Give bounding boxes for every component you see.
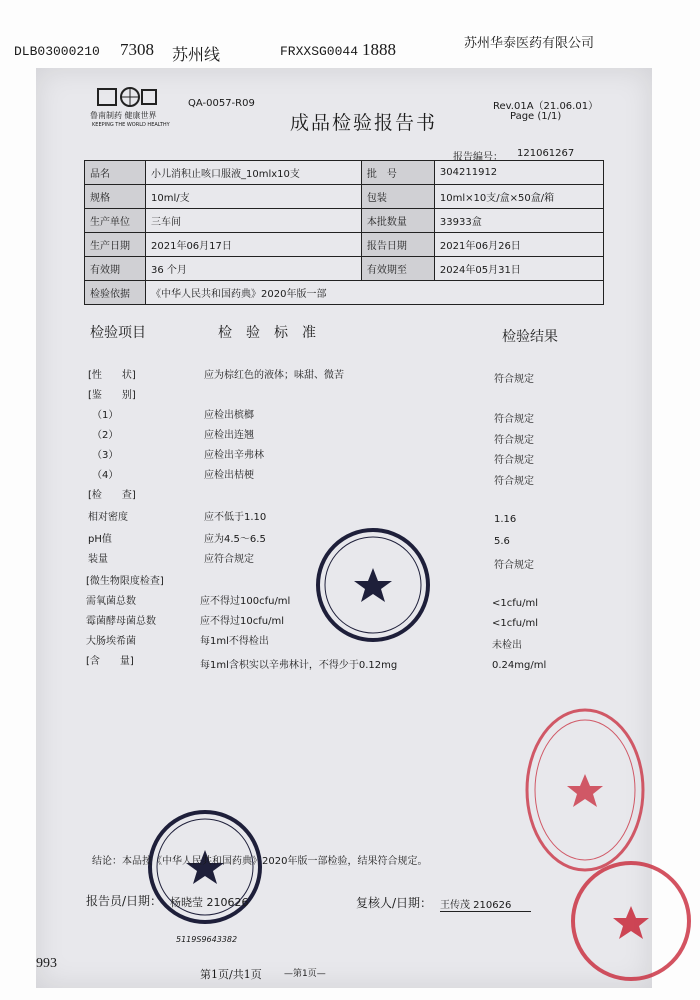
test-standard: 应不得过100cfu/ml	[200, 596, 291, 607]
test-item: （1）	[92, 410, 119, 421]
unit-label: 生产单位	[85, 209, 146, 233]
test-result: 符合规定	[494, 414, 534, 425]
tests-header-standard: 检 验 标 准	[218, 325, 316, 341]
wuxi-inspection-stamp	[520, 700, 650, 880]
report-no: 121061267	[517, 148, 575, 159]
page-indicator: Page (1/1)	[510, 111, 562, 122]
spec-label: 规格	[85, 185, 146, 209]
test-standard: 应检出连翘	[204, 430, 254, 441]
test-item: 需氧菌总数	[86, 596, 136, 607]
report-title: 成品检验报告书	[290, 112, 438, 134]
header-code-mid: FRXXSG0044	[280, 44, 359, 59]
header-route: 苏州线	[172, 45, 221, 64]
page-number: 第1页/共1页	[200, 968, 262, 981]
header-code-num: 7308	[120, 40, 154, 59]
tests-header-result: 检验结果	[502, 329, 558, 345]
test-standard: 应检出桔梗	[204, 470, 254, 481]
logo-text: 鲁南制药 健康世界	[90, 111, 157, 120]
test-result: 5.6	[494, 536, 510, 547]
test-item: 相对密度	[88, 512, 128, 523]
header-code-left: DLB03000210	[14, 44, 100, 59]
mfg-date-label: 生产日期	[85, 233, 146, 257]
test-standard: 应为4.5～6.5	[204, 534, 266, 545]
batch-label: 批 号	[361, 161, 434, 185]
expiry-value: 2024年05月31日	[434, 257, 603, 281]
test-result: <1cfu/ml	[492, 598, 538, 609]
batch-value: 304211912	[434, 161, 603, 185]
test-standard: 应不得过10cfu/ml	[200, 616, 284, 627]
huatai-quality-stamp	[566, 856, 696, 986]
pack-value: 10ml×10支/盒×50盒/箱	[434, 185, 603, 209]
spec-value: 10ml/支	[146, 185, 362, 209]
test-item: （2）	[92, 430, 119, 441]
test-result: 符合规定	[494, 476, 534, 487]
company-top: 苏州华泰医药有限公司	[464, 36, 595, 51]
reporter-value: 杨晓莹 210626	[170, 896, 249, 909]
product-label: 品名	[85, 161, 146, 185]
test-item: pH值	[88, 534, 112, 545]
test-item: [鉴 别]	[88, 390, 136, 401]
logo-icon	[96, 86, 160, 108]
validity-value: 36 个月	[146, 257, 362, 281]
unit-value: 三车间	[146, 209, 362, 233]
reviewer-value: 王传茂 210626	[440, 896, 531, 912]
test-item: [微生物限度检查]	[86, 576, 164, 587]
test-result: 符合规定	[494, 435, 534, 446]
form-number: QA-0057-R09	[188, 98, 255, 109]
handwritten-number: 993	[36, 956, 57, 971]
validity-label: 有效期	[85, 257, 146, 281]
page-number-sub: —第1页—	[284, 969, 326, 979]
logo-sub: KEEPING THE WORLD HEALTHY	[92, 122, 170, 128]
header-code-hand: 1888	[362, 40, 396, 59]
test-standard: 每1ml不得检出	[200, 636, 269, 647]
test-result: 0.24mg/ml	[492, 660, 547, 671]
revision: Rev.01A（21.06.01）	[493, 101, 599, 112]
test-result: <1cfu/ml	[492, 618, 538, 629]
pack-label: 包装	[361, 185, 434, 209]
basis-label: 检验依据	[85, 281, 146, 305]
test-item: [性 状]	[88, 370, 136, 381]
test-standard: 应检出槟榔	[204, 410, 254, 421]
test-result: 符合规定	[494, 374, 534, 385]
test-item: [含 量]	[86, 656, 134, 667]
test-item: [检 查]	[88, 490, 136, 501]
report-date-value: 2021年06月26日	[434, 233, 603, 257]
test-item: （4）	[92, 470, 119, 481]
test-standard: 应符合规定	[204, 554, 254, 565]
test-result: 符合规定	[494, 455, 534, 466]
conclusion: 结论：本品按《中华人民共和国药典》2020年版一部检验，结果符合规定。	[92, 856, 428, 867]
report-date-label: 报告日期	[361, 233, 434, 257]
test-standard: 应检出辛弗林	[204, 450, 264, 461]
test-item: 霉菌酵母菌总数	[86, 616, 156, 627]
report-no-label: 报告编号：	[453, 152, 503, 163]
test-result: 未检出	[492, 640, 522, 651]
product-info-table	[84, 160, 604, 305]
test-standard: 应为棕红色的液体；味甜、微苦	[204, 370, 344, 381]
reporter-label: 报告员/日期：	[86, 894, 163, 908]
test-result: 符合规定	[494, 560, 534, 571]
reviewer-label: 复核人/日期：	[356, 896, 433, 910]
test-standard: 应不低于1.10	[204, 512, 267, 523]
tests-header-item: 检验项目	[90, 325, 146, 341]
stamp-id: 5119S9643382	[176, 935, 238, 944]
test-result: 1.16	[494, 514, 517, 525]
test-item: 装量	[88, 554, 108, 565]
company-logo	[96, 86, 160, 112]
qty-label: 本批数量	[361, 209, 434, 233]
basis-value: 《中华人民共和国药典》2020年版一部	[146, 281, 604, 305]
mfg-date-value: 2021年06月17日	[146, 233, 362, 257]
test-item: 大肠埃希菌	[86, 636, 136, 647]
product-value: 小儿消积止咳口服液_10mlx10支	[146, 161, 362, 185]
test-standard: 每1ml含枳实以辛弗林计，不得少于0.12mg	[200, 660, 398, 671]
qty-value: 33933盒	[434, 209, 603, 233]
test-item: （3）	[92, 450, 119, 461]
expiry-label: 有效期至	[361, 257, 434, 281]
qa-department-stamp	[314, 526, 432, 644]
